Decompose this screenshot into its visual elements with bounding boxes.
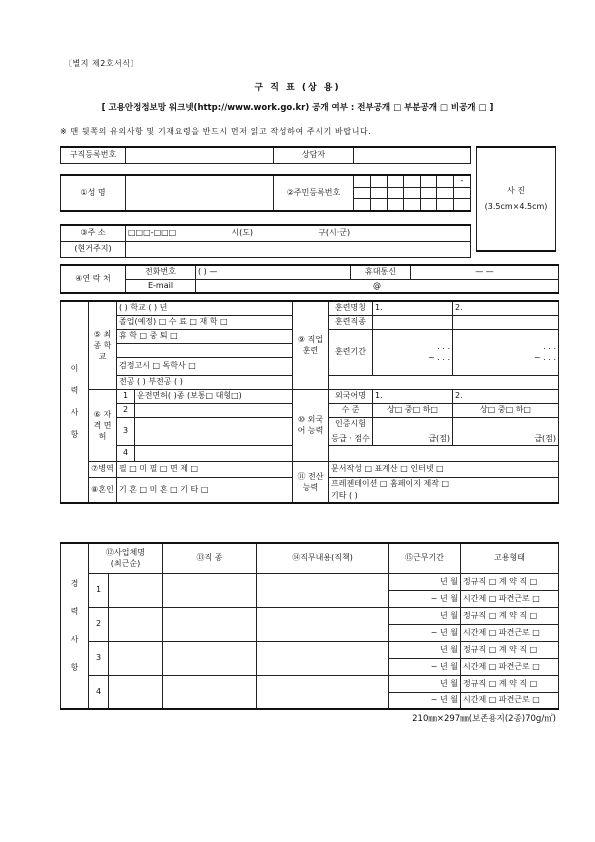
lang-level-1[interactable]: 상□ 중□ 하□ bbox=[373, 403, 453, 417]
lang-grade-2[interactable]: 급(점) bbox=[453, 417, 559, 445]
career-period-end[interactable]: ~ 년 월 bbox=[389, 692, 461, 709]
lang-bottom-spacer bbox=[329, 445, 559, 461]
rrn-field[interactable] bbox=[354, 175, 471, 211]
history-table bbox=[60, 300, 559, 504]
reg-no-field[interactable] bbox=[126, 147, 274, 163]
career-period-start[interactable]: 년 월 bbox=[389, 675, 461, 692]
career-period-start[interactable]: 년 월 bbox=[389, 607, 461, 624]
photo-area[interactable] bbox=[477, 147, 556, 251]
photo-box bbox=[476, 146, 556, 252]
career-type-line1[interactable]: 정규직 □ 계 약 직 □ bbox=[461, 641, 559, 658]
contact-label: ④연 락 처 bbox=[61, 265, 126, 293]
city-label: 시(도) bbox=[231, 228, 254, 238]
career-duty[interactable] bbox=[257, 641, 389, 675]
job-header: ⑬직 종 bbox=[163, 543, 257, 573]
career-job[interactable] bbox=[163, 675, 257, 709]
career-type-line2[interactable]: 시간제 □ 파견근로 □ bbox=[461, 658, 559, 675]
career-section-label: 경 력 사 항 bbox=[61, 543, 89, 709]
basic-info-table bbox=[60, 146, 471, 164]
career-company[interactable] bbox=[109, 573, 163, 607]
lang-name-label: 외국어명 bbox=[329, 389, 373, 403]
career-job[interactable] bbox=[163, 641, 257, 675]
disclosure-line: [ 고용안정정보망 워크넷(http://www.work.go.kr) 공개 여부 : 전부공개 □ 부분공개 □ 비공개 □ ] bbox=[101, 103, 494, 113]
history-section-label: 이 력 사 항 bbox=[61, 301, 89, 503]
military-options[interactable]: 필 □ 미 필 □ 면 제 □ bbox=[117, 461, 293, 477]
company-header: ⑫사업체명 (최근순) bbox=[89, 543, 163, 573]
training-period-1[interactable]: . . . ~ . . . bbox=[373, 329, 453, 375]
career-row-num: 3 bbox=[89, 641, 109, 675]
computer-line1[interactable]: 문서작성 □ 표계산 □ 인터넷 □ bbox=[329, 461, 559, 477]
training-type-label: 훈련직종 bbox=[329, 315, 373, 329]
address-table bbox=[60, 224, 471, 258]
marriage-label: ⑧혼인 bbox=[89, 477, 117, 503]
career-row-num: 1 bbox=[89, 573, 109, 607]
paper-spec-footer: 210㎜×297㎜(보존용지(2종)70g/㎡) bbox=[412, 714, 556, 724]
district-label: 구(시·군) bbox=[318, 228, 351, 238]
address-sub: (현거주지) bbox=[61, 241, 126, 257]
career-company[interactable] bbox=[109, 607, 163, 641]
form-number: 〔별지 제2호서식〕 bbox=[64, 59, 140, 68]
school-line2[interactable]: 졸업(예정) □ 수 료 □ 재 학 □ bbox=[117, 315, 293, 329]
license-num-1: 1 bbox=[117, 389, 135, 403]
name-label: ①성 명 bbox=[61, 175, 126, 211]
notice-text: ※ 맨 뒷쪽의 유의사항 및 기재요령을 반드시 먼저 읽고 작성하여 주시기 바랍니다. bbox=[60, 127, 372, 136]
school-line4[interactable]: 검정고시 □ 독학사 □ bbox=[117, 357, 293, 375]
name-field[interactable] bbox=[126, 175, 274, 211]
school-line1[interactable]: ( ) 학교 ( ) 년 bbox=[117, 301, 293, 315]
contact-table bbox=[60, 264, 559, 294]
training-type-1[interactable] bbox=[373, 315, 453, 329]
career-type-line2[interactable]: 시간제 □ 파견근로 □ bbox=[461, 590, 559, 607]
license-4[interactable] bbox=[135, 445, 293, 461]
name-table bbox=[60, 174, 471, 212]
photo-label: 사 진 bbox=[507, 186, 525, 195]
license-num-2: 2 bbox=[117, 403, 135, 417]
email-label: E-mail bbox=[126, 279, 196, 293]
training-course-1[interactable]: 1. bbox=[373, 301, 453, 315]
career-period-end[interactable]: ~ 년 월 bbox=[389, 624, 461, 641]
photo-size: (3.5cm×4.5cm) bbox=[484, 202, 548, 211]
lang-level-label: 수 준 bbox=[329, 403, 373, 417]
school-label: ⑤ 최종 학교 bbox=[89, 301, 117, 389]
license-num-3: 3 bbox=[117, 417, 135, 445]
career-table bbox=[60, 542, 559, 710]
license-num-4: 4 bbox=[117, 445, 135, 461]
career-job[interactable] bbox=[163, 607, 257, 641]
mobile-field[interactable]: — — bbox=[411, 265, 559, 279]
school-line4-spacer bbox=[117, 343, 293, 357]
career-company[interactable] bbox=[109, 675, 163, 709]
training-bottom-spacer bbox=[329, 375, 559, 389]
address-line1[interactable] bbox=[126, 225, 471, 241]
form-title: 구 직 표 (상 용) bbox=[254, 83, 341, 93]
career-type-line1[interactable]: 정규직 □ 계 약 직 □ bbox=[461, 607, 559, 624]
lang-test-grade-label: 인증시험 등급 · 점수 bbox=[329, 417, 373, 445]
license-3[interactable] bbox=[135, 417, 293, 445]
license-2[interactable] bbox=[135, 403, 293, 417]
career-period-end[interactable]: ~ 년 월 bbox=[389, 658, 461, 675]
reg-no-label: 구직등록번호 bbox=[61, 147, 126, 163]
training-label: ⑨ 직업 훈련 bbox=[293, 301, 329, 389]
training-period-2[interactable]: . . . ~ . . . bbox=[453, 329, 559, 375]
training-type-2[interactable] bbox=[453, 315, 559, 329]
career-job[interactable] bbox=[163, 573, 257, 607]
career-period-start[interactable]: 년 월 bbox=[389, 641, 461, 658]
lang-level-2[interactable]: 상□ 중□ 하□ bbox=[453, 403, 559, 417]
career-row-num: 2 bbox=[89, 607, 109, 641]
type-header: 고용형태 bbox=[461, 543, 559, 573]
counselor-field[interactable] bbox=[354, 147, 471, 163]
rrn-dash: - bbox=[453, 176, 470, 187]
career-type-line2[interactable]: 시간제 □ 파견근로 □ bbox=[461, 692, 559, 709]
career-type-line1[interactable]: 정규직 □ 계 약 직 □ bbox=[461, 573, 559, 590]
marriage-options[interactable]: 기 혼 □ 미 혼 □ 기 타 □ bbox=[117, 477, 293, 503]
career-type-line1[interactable]: 정규직 □ 계 약 직 □ bbox=[461, 675, 559, 692]
counselor-label: 상담자 bbox=[274, 147, 354, 163]
phone-field[interactable]: ( ) — bbox=[196, 265, 351, 279]
career-period-start[interactable]: 년 월 bbox=[389, 573, 461, 590]
period-header: ⑮근무기간 bbox=[389, 543, 461, 573]
rrn-grid bbox=[354, 176, 470, 210]
computer-line2-3[interactable]: 프레젠테이션 □ 홈페이지 제작 □ 기타 ( ) bbox=[329, 477, 559, 503]
address-line2[interactable] bbox=[126, 241, 471, 257]
license-label: ⑥ 자격 면허 bbox=[89, 389, 117, 461]
phone-label: 전화번호 bbox=[126, 265, 196, 279]
lang-name-1[interactable]: 1. bbox=[373, 389, 453, 403]
lang-label: ⑩ 외국어 능력 bbox=[293, 389, 329, 461]
major-line[interactable]: 전공 ( ) 부전공 ( ) bbox=[117, 375, 293, 389]
postal-code: □□□-□□□ bbox=[128, 228, 177, 238]
lang-name-2[interactable]: 2. bbox=[453, 389, 559, 403]
rrn-label: ②주민등록번호 bbox=[274, 175, 354, 211]
lang-grade-1[interactable]: 급(점) bbox=[373, 417, 453, 445]
computer-label: ⑪ 전산 능력 bbox=[293, 461, 329, 503]
mobile-label: 휴대통신 bbox=[351, 265, 411, 279]
training-period-label: 훈련기간 bbox=[329, 329, 373, 375]
training-course-label: 훈련명칭 bbox=[329, 301, 373, 315]
career-company[interactable] bbox=[109, 641, 163, 675]
training-course-2[interactable]: 2. bbox=[453, 301, 559, 315]
school-line3[interactable]: 휴 학 □ 중 퇴 □ bbox=[117, 329, 293, 343]
military-label: ⑦병역 bbox=[89, 461, 117, 477]
address-label: ③주 소 bbox=[61, 225, 126, 241]
career-period-end[interactable]: ~ 년 월 bbox=[389, 590, 461, 607]
duty-header: ⑭직무내용(직책) bbox=[257, 543, 389, 573]
license-1[interactable]: 운전면허( )종 (보통□ 대형□) bbox=[135, 389, 293, 403]
career-duty[interactable] bbox=[257, 675, 389, 709]
email-field[interactable]: @ bbox=[196, 279, 559, 293]
career-row-num: 4 bbox=[89, 675, 109, 709]
career-duty[interactable] bbox=[257, 573, 389, 607]
career-duty[interactable] bbox=[257, 607, 389, 641]
career-type-line2[interactable]: 시간제 □ 파견근로 □ bbox=[461, 624, 559, 641]
